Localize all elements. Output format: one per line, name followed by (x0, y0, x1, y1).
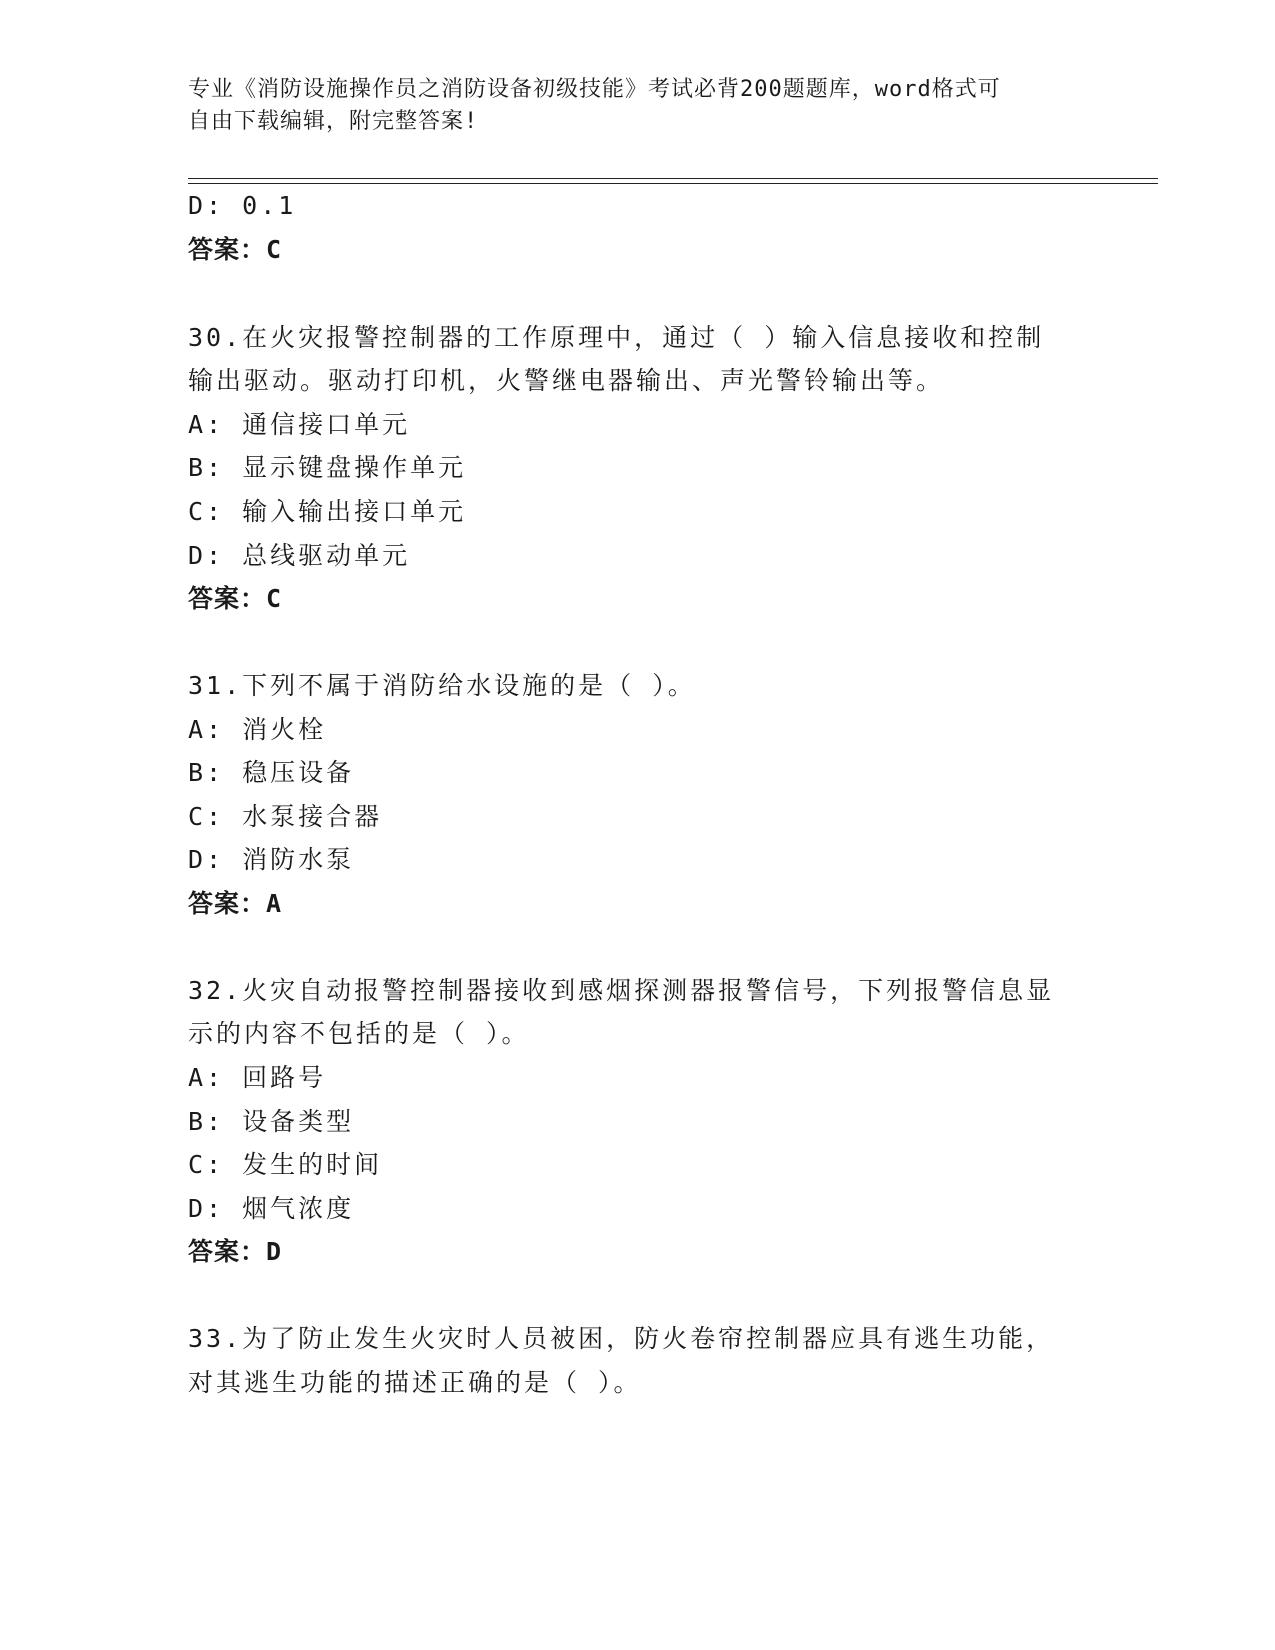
q32-option-c: C: 发生的时间 (188, 1150, 383, 1179)
q32-answer: 答案：D (188, 1237, 283, 1266)
q32-option-b: B: 设备类型 (188, 1107, 355, 1136)
header-divider-top (188, 178, 1158, 179)
document-header (188, 74, 1088, 138)
q31-stem-line-1: 31.下列不属于消防给水设施的是（ ）。 (188, 671, 696, 700)
q32-stem-line-1: 32.火灾自动报警控制器接收到感烟探测器报警信号，下列报警信息显 (188, 976, 1055, 1005)
header-title-line-2: 自由下载编辑，附完整答案! (188, 109, 479, 134)
q30-stem-line-2: 输出驱动。驱动打印机，火警继电器输出、声光警铃输出等。 (188, 366, 945, 395)
q33-stem-line-1: 33.为了防止发生火灾时人员被困，防火卷帘控制器应具有逃生功能， (188, 1324, 1055, 1353)
q31-answer: 答案：A (188, 889, 283, 918)
prev-option-d: D: 0.1 (188, 191, 297, 220)
q33-stem-line-2: 对其逃生功能的描述正确的是（ ）。 (188, 1368, 642, 1397)
q32-option-a: A: 回路号 (188, 1063, 327, 1092)
q31-option-b: B: 稳压设备 (188, 758, 355, 787)
prev-answer: 答案：C (188, 235, 283, 264)
q32-stem-line-2: 示的内容不包括的是（ ）。 (188, 1019, 530, 1048)
q30-answer: 答案：C (188, 584, 283, 613)
q31-option-c: C: 水泵接合器 (188, 802, 383, 831)
q30-stem-line-1: 30.在火灾报警控制器的工作原理中，通过（ ）输入信息接收和控制 (188, 323, 1045, 352)
q30-option-d: D: 总线驱动单元 (188, 541, 411, 570)
header-divider-bottom (188, 183, 1158, 184)
q30-option-b: B: 显示键盘操作单元 (188, 453, 467, 482)
q31-option-a: A: 消火栓 (188, 715, 327, 744)
header-title-line-1: 专业《消防设施操作员之消防设备初级技能》考试必背200题题库，word格式可 (188, 77, 1001, 102)
q31-option-d: D: 消防水泵 (188, 845, 355, 874)
q30-option-c: C: 输入输出接口单元 (188, 497, 467, 526)
q32-option-d: D: 烟气浓度 (188, 1194, 355, 1223)
q30-option-a: A: 通信接口单元 (188, 410, 411, 439)
